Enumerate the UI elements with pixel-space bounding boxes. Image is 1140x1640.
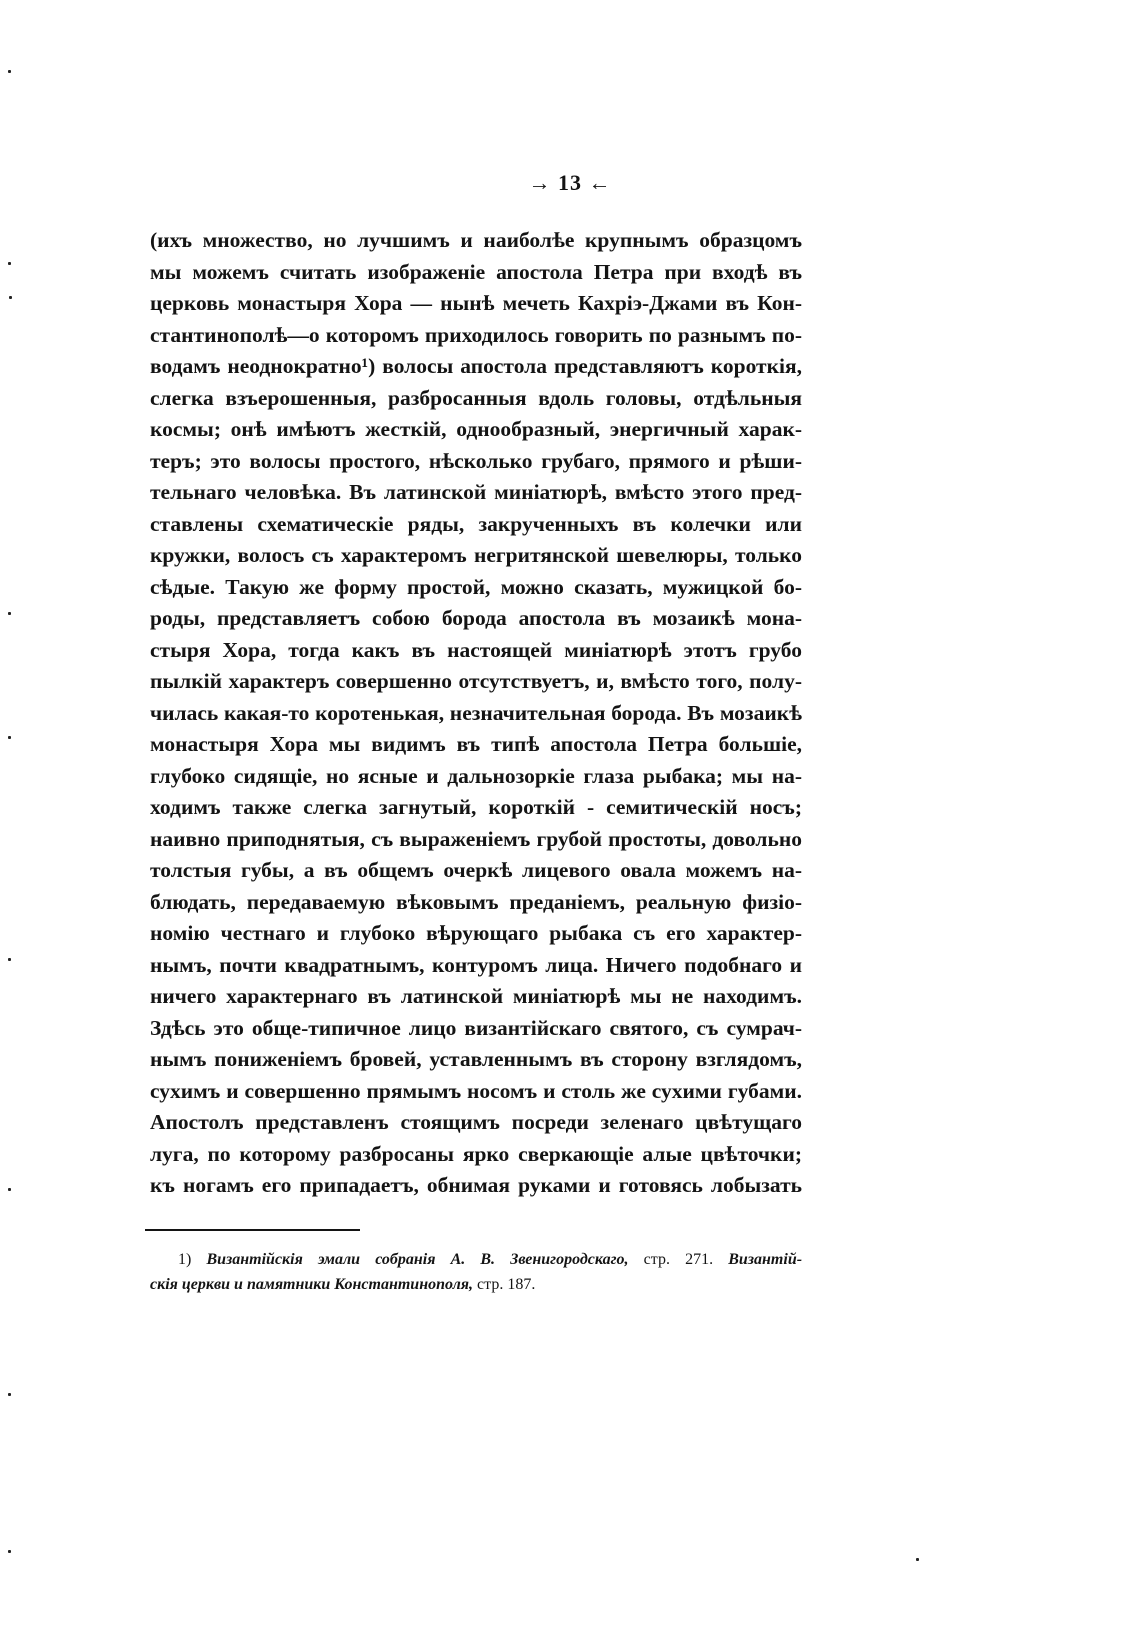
text-line: луга, по которому разбросаны ярко сверкающiе алые цвѣточки;: [150, 1141, 802, 1166]
text-line: къ ногамъ его припадаетъ, обнимая руками и готовясь лобызать: [150, 1173, 802, 1197]
text-line: ничего характернаго въ латинской миніатюрѣ мы не находимъ.: [150, 984, 802, 1008]
text-line: нымъ, почти квадратнымъ, контуромъ лица. Ничего подобнаго и: [150, 952, 802, 977]
text-line: глубоко сидящiе, но ясные и дальнозоркiе глаза рыбака; мы на-: [150, 763, 802, 788]
footnote-separator-rule: [145, 1229, 360, 1231]
text-line: блюдать, передаваемую вѣковымъ преданiемъ, реальную физiо-: [150, 889, 802, 914]
footnote-page-ref: стр. 271.: [643, 1251, 714, 1268]
text-line: наивно приподнятыя, съ выраженiемъ грубой простоты, довольно: [150, 826, 802, 851]
text-line: церковь монастыря Хора — нынѣ мечеть Кахрiэ-Джами въ Кон-: [150, 291, 802, 315]
text-line: теръ; это волосы простого, нѣсколько грубаго, прямого и рѣши-: [150, 448, 802, 473]
text-line: кружки, волосъ съ характеромъ негритянской шевелюры, только: [150, 543, 802, 567]
footnote-block: [150, 1247, 802, 1297]
text-line: чилась какая-то коротенькая, незначительная борода. Въ мозаикѣ: [150, 700, 802, 725]
footnote-marker: 1): [178, 1251, 192, 1268]
footnote-citation-italic: Византiйскiя эмали собранiя А. В. Звенигородскаго,: [206, 1251, 629, 1268]
text-line: сѣдые. Такую же форму простой, можно сказать, мужицкой бо-: [150, 574, 802, 599]
scan-speck: [8, 70, 11, 73]
text-line: пылкiй характеръ совершенно отсутствуетъ, и, вмѣсто того, полу-: [150, 669, 802, 693]
scan-speck: [8, 612, 11, 615]
footnote-line-1: [150, 1247, 802, 1272]
text-line: космы; онѣ имѣютъ жесткiй, однообразный, энергичный харак-: [150, 417, 802, 441]
text-line: слегка взъерошенныя, разбросанныя вдоль головы, отдѣльныя: [150, 385, 802, 410]
text-line: Апостолъ представленъ стоящимъ посреди зеленаго цвѣтущаго: [150, 1110, 802, 1134]
text-line: монастыря Хора мы видимъ въ типѣ апостола Петра большiе,: [150, 732, 802, 756]
scan-speck: [8, 1550, 11, 1553]
text-line: толстыя губы, а въ общемъ очеркѣ лицевого овала можемъ на-: [150, 858, 802, 882]
footnote-citation-italic-2: Византiй-: [728, 1251, 803, 1268]
text-line: ходимъ также слегка загнутый, короткiй - семитическiй носъ;: [150, 795, 802, 819]
footnote-citation-italic-3: скiя церкви и памятники Константинополя,: [150, 1276, 474, 1293]
scan-speck: [9, 296, 12, 299]
main-text-block: [150, 225, 802, 1202]
scan-speck: [916, 1558, 919, 1561]
text-line: роды, представляетъ собою борода апостола въ мозаикѣ мона-: [150, 606, 802, 630]
scan-speck: [8, 262, 11, 265]
text-line: стыря Хора, тогда какъ въ настоящей миніатюрѣ этотъ грубо: [150, 637, 802, 662]
footnote-line-2: [150, 1272, 802, 1297]
text-line: стантинополѣ—о которомъ приходилось говорить по разнымъ по-: [150, 322, 802, 347]
text-line: номiю честнаго и глубоко вѣрующаго рыбака съ его характер-: [150, 921, 802, 945]
scan-speck: [8, 958, 11, 961]
scan-speck: [8, 736, 11, 739]
text-line: ставлены схематическiе ряды, закрученныхъ въ колечки или: [150, 511, 802, 536]
text-line: тельнаго человѣка. Въ латинской миніатюрѣ, вмѣсто этого пред-: [150, 480, 802, 504]
text-line: водамъ неоднократно¹) волосы апостола представляютъ короткiя,: [150, 354, 802, 378]
text-line: Здѣсь это обще-типичное лицо византiйскаго святого, съ сумрач-: [150, 1015, 802, 1040]
page-number-header: → 13 ←: [528, 170, 612, 195]
scan-speck: [8, 1393, 11, 1396]
text-line: (ихъ множество, но лучшимъ и наиболѣе крупнымъ образцомъ: [150, 228, 802, 252]
text-line: мы можемъ считать изображенiе апостола Петра при входѣ въ: [150, 259, 802, 284]
scan-speck: [8, 1188, 11, 1191]
footnote-page-ref-2: стр. 187.: [477, 1276, 536, 1293]
text-line: нымъ пониженiемъ бровей, уставленнымъ въ сторону взглядомъ,: [150, 1047, 802, 1071]
text-line: сухимъ и совершенно прямымъ носомъ и столь же сухими губами.: [150, 1078, 802, 1103]
